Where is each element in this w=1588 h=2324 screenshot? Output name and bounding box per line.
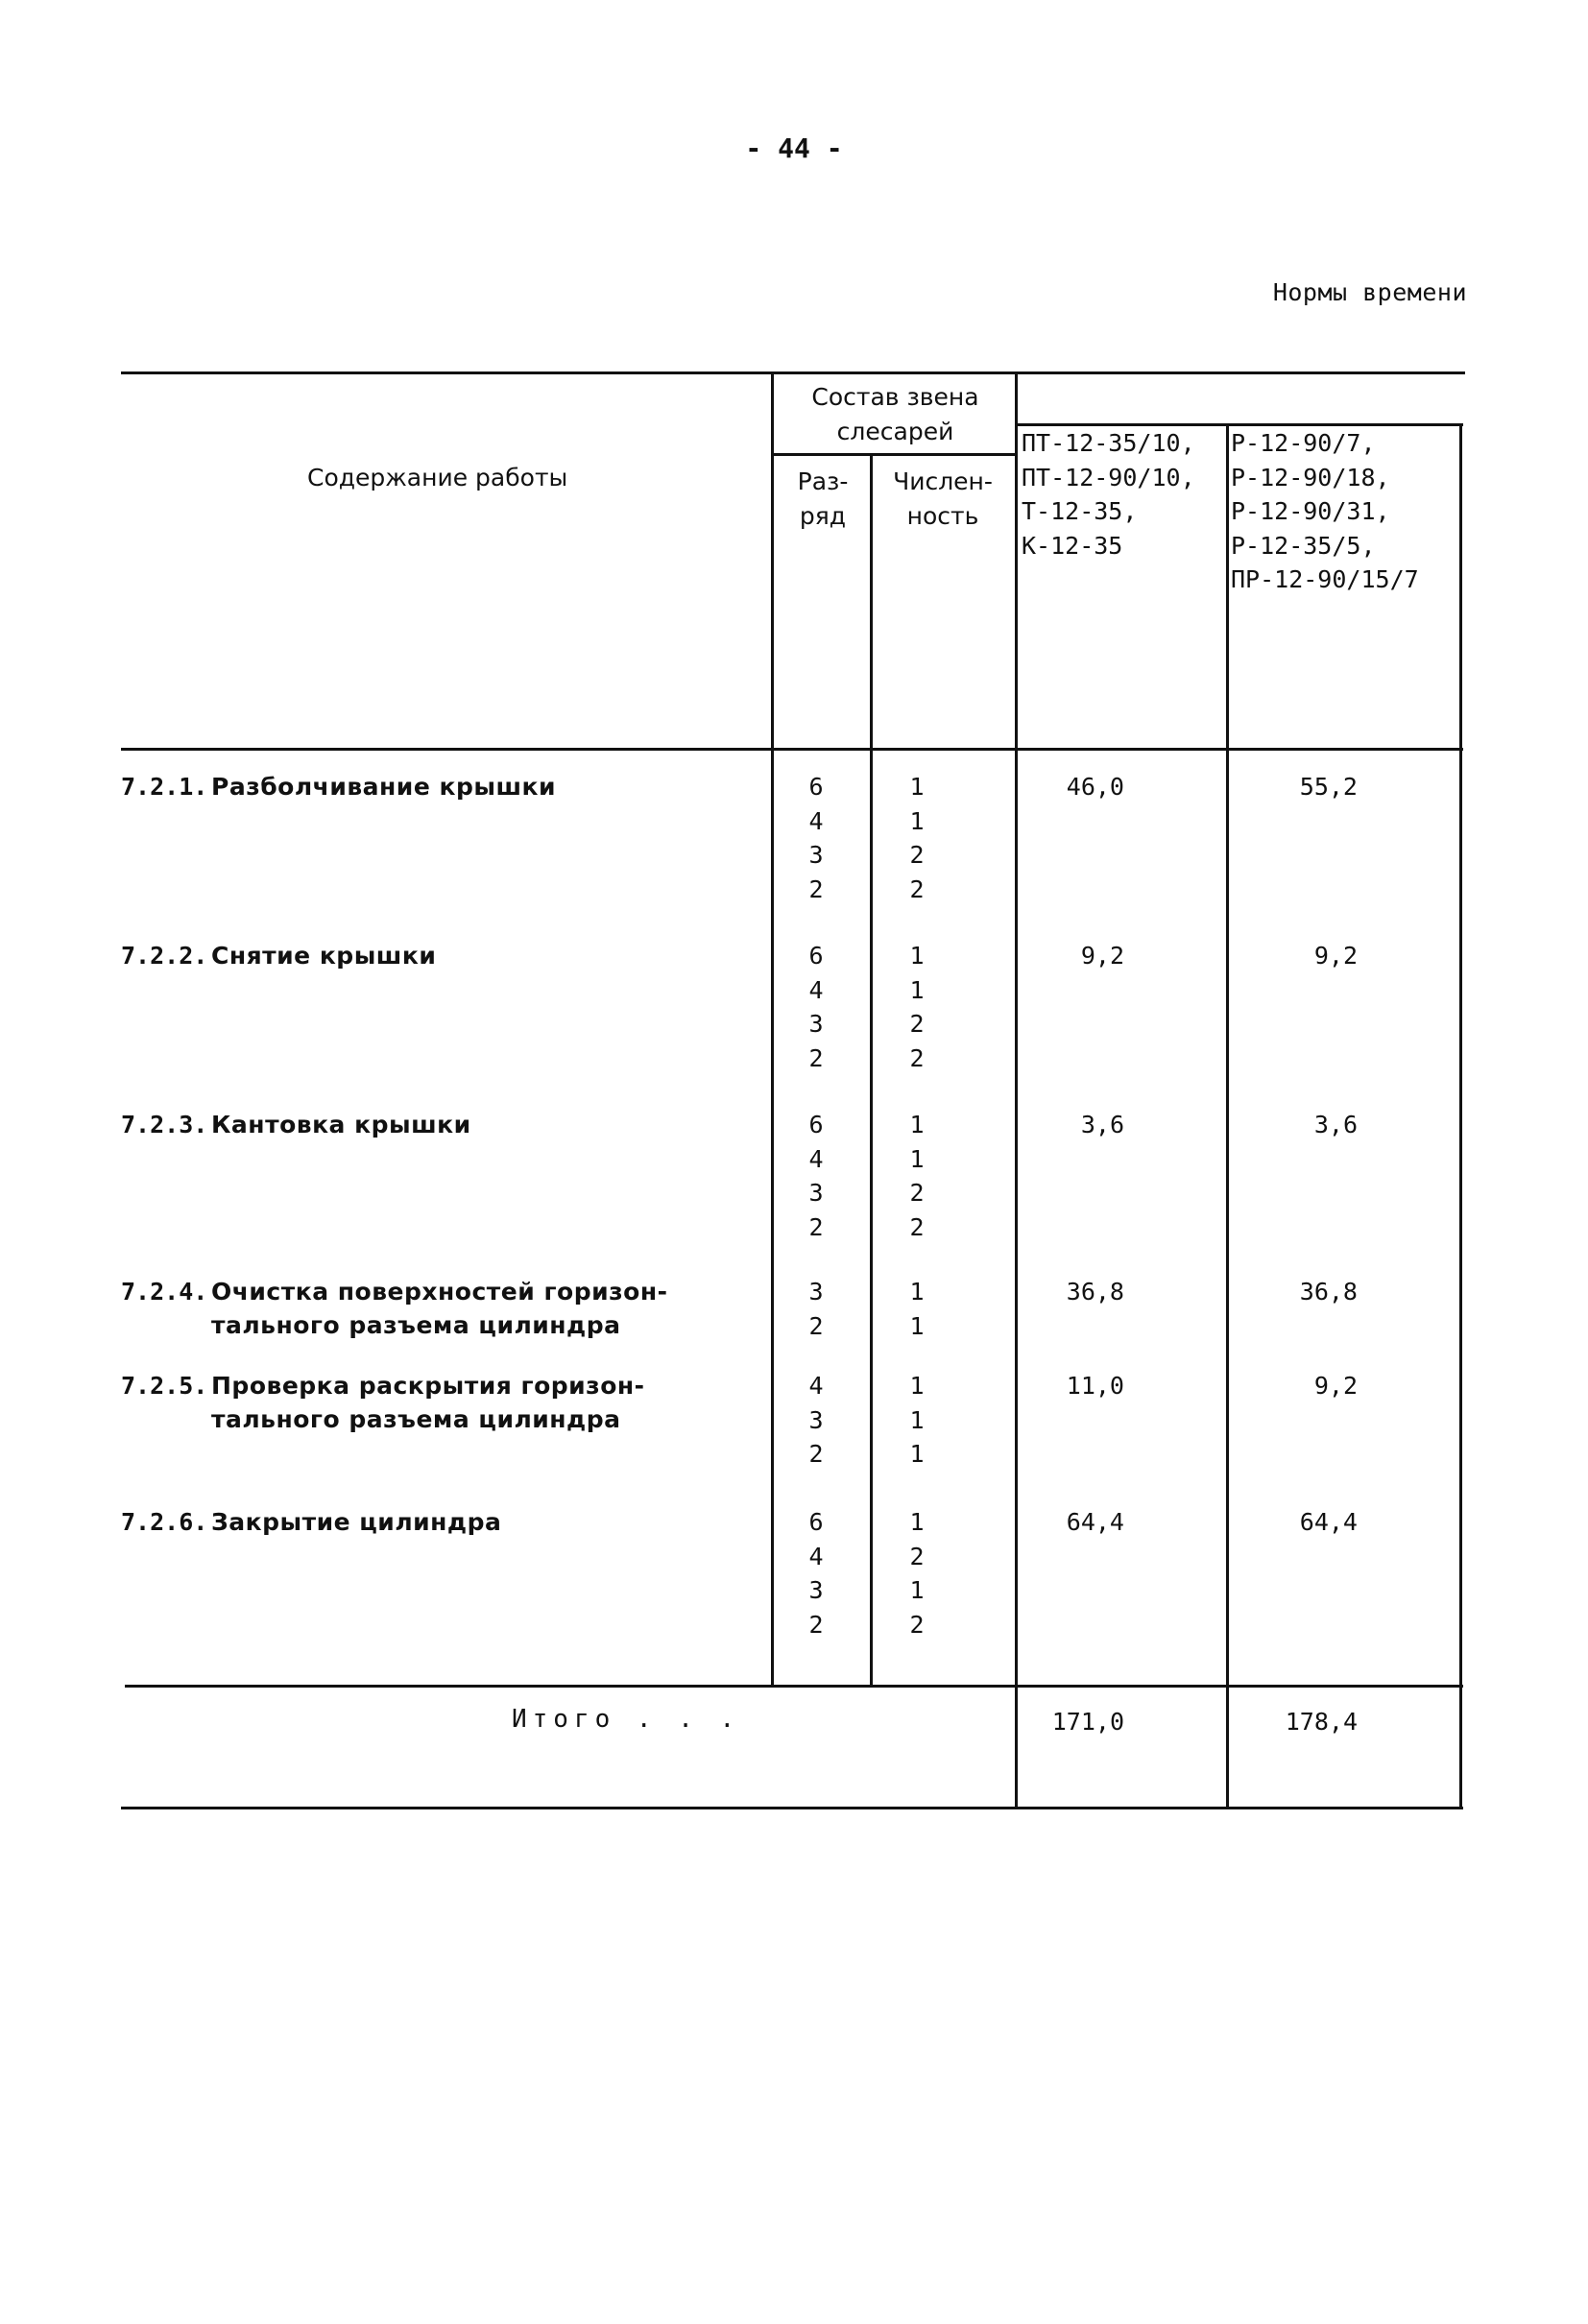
norm-value-group-2: 36,8 [1299, 1278, 1358, 1306]
grade-value: 6 [808, 1111, 824, 1138]
grade-value: 3 [808, 1576, 824, 1604]
model-group-1-line: Т-12-35, [1022, 497, 1138, 525]
count-list [893, 939, 941, 1075]
count-value: 1 [909, 1576, 925, 1604]
count-value: 1 [909, 1508, 925, 1536]
work-number: 7.2.6. [121, 1508, 208, 1536]
work-description: Снятие крышки [211, 942, 437, 970]
grade-value: 4 [808, 1144, 824, 1173]
count-value: 2 [909, 1542, 925, 1570]
work-number: 7.2.4. [121, 1278, 208, 1306]
grade-value: 4 [808, 975, 824, 1004]
work-description: Очистка поверхностей горизон- [211, 1278, 668, 1306]
model-group-2-line: Р-12-90/18, [1231, 463, 1390, 491]
page-number: - 44 - [745, 132, 843, 164]
model1-left-rule [1015, 373, 1018, 1808]
count-value: 2 [909, 1212, 925, 1241]
model-group-2-line: ПР-12-90/15/7 [1231, 565, 1419, 593]
work-number: 7.2.2. [121, 942, 208, 970]
work-description: тального разъема цилиндра [211, 1405, 621, 1433]
table-top-rule [121, 371, 1465, 374]
grade-value: 3 [808, 841, 824, 869]
total-value-group-2: 178,4 [1285, 1708, 1358, 1736]
norm-value-group-1: 3,6 [1080, 1111, 1124, 1138]
norm-value-group-2: 55,2 [1299, 773, 1358, 801]
grade-value: 2 [808, 1212, 824, 1241]
norm-value-group-1: 36,8 [1066, 1278, 1124, 1306]
count-value: 2 [909, 1010, 925, 1038]
header-bottom-rule [121, 748, 1463, 751]
model-group-1-header [1022, 426, 1195, 563]
grade-list [787, 939, 845, 1075]
content-column-header: Содержание работы [307, 464, 568, 491]
model-group-2-line: Р-12-35/5, [1231, 531, 1376, 560]
work-description: Закрытие цилиндра [211, 1508, 502, 1536]
grade-value: 6 [808, 942, 824, 970]
grade-list [787, 1505, 845, 1641]
model-group-2-header [1231, 426, 1419, 597]
count-value: 2 [909, 874, 925, 903]
count-value: 2 [909, 1043, 925, 1072]
grade-list [787, 1108, 845, 1244]
team-title-rule [771, 453, 1018, 456]
grade-list [787, 770, 845, 906]
norm-value-group-2: 9,2 [1313, 1372, 1358, 1400]
model-group-2-line: Р-12-90/7, [1231, 429, 1376, 457]
grade-left-rule [771, 373, 774, 1686]
count-value: 1 [909, 1278, 925, 1306]
count-list [893, 1275, 941, 1343]
section-title: Нормы времени [1272, 278, 1467, 306]
table-right-rule [1459, 423, 1462, 1808]
grade-value: 2 [808, 1610, 824, 1639]
grade-value: 3 [808, 1179, 824, 1207]
norm-value-group-2: 3,6 [1313, 1111, 1358, 1138]
count-value: 2 [909, 1179, 925, 1207]
norm-value-group-2: 64,4 [1299, 1508, 1358, 1536]
grade-value: 2 [808, 1440, 824, 1468]
grade-value: 4 [808, 1372, 824, 1400]
norm-value-group-1: 46,0 [1066, 773, 1124, 801]
count-value: 1 [909, 1372, 925, 1400]
count-value: 2 [909, 1610, 925, 1639]
count-column-header: Числен- ность [893, 467, 993, 530]
norm-value-group-1: 9,2 [1080, 942, 1124, 970]
norm-value-group-1: 64,4 [1066, 1508, 1124, 1536]
grade-value: 4 [808, 1542, 824, 1570]
grade-value: 6 [808, 773, 824, 801]
work-description: тального разъема цилиндра [211, 1311, 621, 1339]
table-bottom-rule [121, 1807, 1463, 1809]
count-value: 1 [909, 1144, 925, 1173]
model-group-1-line: К-12-35 [1022, 531, 1123, 560]
grade-list [787, 1275, 845, 1343]
count-value: 1 [909, 975, 925, 1004]
grade-list [787, 1369, 845, 1472]
grade-value: 6 [808, 1508, 824, 1536]
count-value: 1 [909, 1440, 925, 1468]
count-list [893, 1505, 941, 1641]
count-value: 1 [909, 1111, 925, 1138]
count-list [893, 1369, 941, 1472]
grade-value: 2 [808, 1311, 824, 1340]
grade-column-header: Раз- ряд [797, 467, 849, 530]
count-value: 2 [909, 841, 925, 869]
work-description: Разболчивание крышки [211, 773, 556, 801]
model-group-1-line: ПТ-12-90/10, [1022, 463, 1195, 491]
norm-value-group-2: 9,2 [1313, 942, 1358, 970]
model-group-1-line: ПТ-12-35/10, [1022, 429, 1195, 457]
count-value: 1 [909, 1405, 925, 1434]
grade-value: 3 [808, 1278, 824, 1306]
work-number: 7.2.5. [121, 1372, 208, 1400]
count-value: 1 [909, 942, 925, 970]
count-value: 1 [909, 773, 925, 801]
count-left-rule [870, 455, 873, 1686]
norm-value-group-1: 11,0 [1066, 1372, 1124, 1400]
work-description: Проверка раскрытия горизон- [211, 1372, 645, 1400]
grade-value: 2 [808, 1043, 824, 1072]
model-group-2-line: Р-12-90/31, [1231, 497, 1390, 525]
work-number: 7.2.3. [121, 1111, 208, 1138]
work-number: 7.2.1. [121, 773, 208, 801]
grade-value: 2 [808, 874, 824, 903]
work-description: Кантовка крышки [211, 1111, 471, 1138]
total-value-group-1: 171,0 [1051, 1708, 1124, 1736]
count-value: 1 [909, 1311, 925, 1340]
total-label: Итого . . . [512, 1705, 741, 1734]
body-bottom-rule [125, 1685, 1463, 1688]
count-list [893, 770, 941, 906]
count-value: 1 [909, 806, 925, 835]
grade-value: 3 [808, 1010, 824, 1038]
grade-value: 4 [808, 806, 824, 835]
count-list [893, 1108, 941, 1244]
team-column-header: Состав звена слесарей [811, 383, 979, 445]
grade-value: 3 [808, 1405, 824, 1434]
